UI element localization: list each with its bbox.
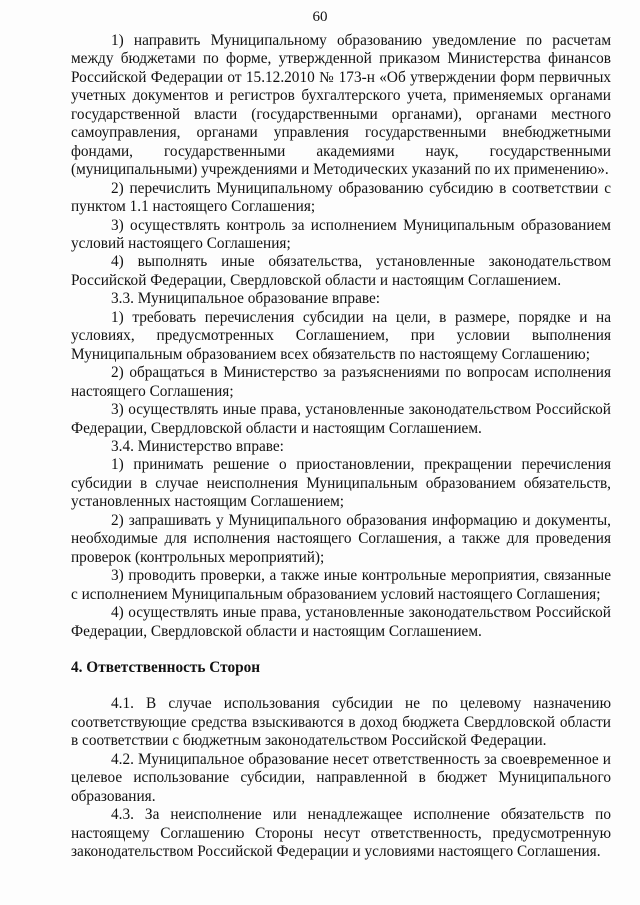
paragraph: 4.2. Муниципальное образование несет ответственность за своевременное и целевое использование субсидии, направленной в бюджет Муниципального образования. bbox=[71, 750, 611, 805]
paragraph: 3) проводить проверки, а также иные контрольные мероприятия, связанные с исполнением Муниципальным образованием условий настоящего Соглашения; bbox=[71, 567, 611, 603]
paragraph: 1) принимать решение о приостановлении, прекращении перечисления субсидии в случае неисполнения Муниципальным образованием обязательств, установленных настоящим Соглашением; bbox=[71, 456, 611, 511]
paragraph: 2) обращаться в Министерство за разъяснениями по вопросам исполнения настоящего Соглашения; bbox=[71, 364, 611, 400]
page-number: 60 bbox=[312, 9, 328, 25]
paragraph: 2) запрашивать у Муниципального образования информацию и документы, необходимые для исполнения настоящего Соглашения, а также для проведения проверок (контрольных мероприятий); bbox=[71, 511, 611, 566]
paragraph: 4.1. В случае использования субсидии не по целевому назначению соответствующие средства взыскиваются в доход бюджета Свердловской области в соответствии с бюджетным законодательством Российской Федерации. bbox=[71, 695, 611, 750]
paragraph: 3) осуществлять иные права, установленные законодательством Российской Федерации, Свердловской области и настоящим Соглашением. bbox=[71, 401, 611, 437]
paragraph: 4) выполнять иные обязательства, установленные законодательством Российской Федерации, Свердловской области и настоящим Соглашением. bbox=[71, 253, 611, 289]
paragraph: 4) осуществлять иные права, установленные законодательством Российской Федерации, Свердловской области и настоящим Соглашением. bbox=[71, 604, 611, 640]
paragraph: 1) требовать перечисления субсидии на цели, в размере, порядке и на условиях, предусмотренных Соглашением, при условии выполнения Муниципальным образованием всех обязательств по настоящему Соглашению; bbox=[71, 308, 611, 363]
section-spacer bbox=[71, 641, 611, 659]
paragraph: 4.3. За неисполнение или ненадлежащее исполнение обязательств по настоящему Соглашению Стороны несут ответственность, предусмотренную законодательством Российской Федерации и условиями настоящего Соглашения. bbox=[71, 806, 611, 861]
section-title: 4. Ответственность Сторон bbox=[71, 658, 261, 676]
document-body bbox=[71, 32, 611, 861]
clause-heading: 3.3. Муниципальное образование вправе: bbox=[111, 290, 381, 308]
clause-heading: 3.4. Министерство вправе: bbox=[111, 437, 284, 455]
paragraph: 3) осуществлять контроль за исполнением Муниципальным образованием условий настоящего Соглашения; bbox=[71, 216, 611, 252]
section-spacer bbox=[71, 677, 611, 695]
paragraph: 1) направить Муниципальному образованию уведомление по расчетам между бюджетами по форме, утвержденной приказом Министерства финансов Российской Федерации от 15.12.2010 № 173-н «Об утверждении форм первичных учетных документов и регистров бухгалтерского учета, применяемых органами государственной власти (государственными органами), органами местного самоуправления, органами управления государственными внебюджетными фондами, государственными академиями наук, государственными (муниципальными) учреждениями и Методических указаний по их применению». bbox=[71, 32, 611, 179]
paragraph: 2) перечислить Муниципальному образованию субсидию в соответствии с пунктом 1.1 настоящего Соглашения; bbox=[71, 179, 611, 216]
